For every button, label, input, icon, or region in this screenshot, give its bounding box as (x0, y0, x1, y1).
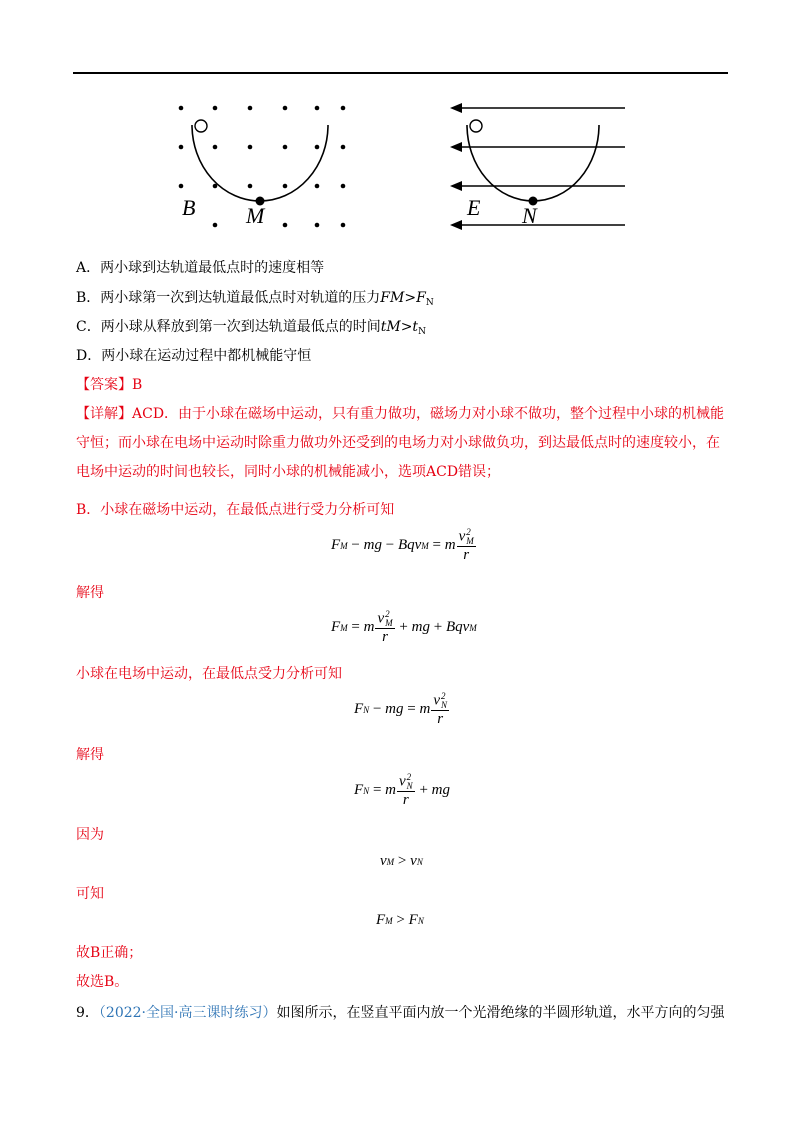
b-correct: 故B正确； (76, 945, 143, 961)
b-intro: B．小球在磁场中运动，在最低点进行受力分析可知 (76, 502, 395, 518)
magnetic-field-figure (165, 95, 355, 235)
option-b: B．两小球第一次到达轨道最低点时对轨道的压力$FM>F_N$ (76, 290, 434, 308)
electric-field-figure (445, 95, 630, 235)
equation-1: F M − mg − Bqv M = m v 2 M r (331, 527, 474, 563)
jiede-2: 解得 (76, 747, 104, 763)
field-label-e: E (467, 195, 481, 220)
kezhi: 可知 (76, 886, 104, 902)
header-rule (73, 72, 728, 74)
yinwei: 因为 (76, 827, 104, 843)
option-d: D．两小球在运动过程中都机械能守恒 (76, 348, 312, 364)
semicircle-track (467, 125, 599, 201)
semicircle-track (192, 125, 328, 201)
point-label-m: M (246, 203, 265, 228)
equation-3: F N − mg = m v 2 N r (354, 691, 447, 727)
option-a: A．两小球到达轨道最低点时的速度相等 (76, 260, 325, 276)
choose: 故选B。 (76, 974, 129, 990)
equation-5: v M > v N (380, 853, 423, 869)
ball (470, 120, 482, 132)
question-number: 9． (76, 1005, 99, 1021)
equation-6: F M > F N (376, 912, 424, 928)
equation-4: F N = m v 2 N r + mg (354, 772, 450, 808)
equation-2: F M = m v 2 M r + mg + Bqv M (331, 609, 477, 645)
answer: 【答案】B (76, 377, 143, 393)
field-label-b: B (182, 195, 196, 220)
jiede-1: 解得 (76, 585, 104, 601)
field-arrowheads (450, 103, 462, 230)
ball (195, 120, 207, 132)
option-c: C．两小球从释放到第一次到达轨道最低点的时间$tM>t_N$ (76, 319, 426, 337)
point-label-n: N (522, 203, 537, 228)
question-text: 如图所示，在竖直平面内放一个光滑绝缘的半圆形轨道，水平方向的匀强 (276, 1005, 725, 1021)
question-source: （2022·全国·高三课时练习） (98, 1005, 277, 1021)
electric-intro: 小球在电场中运动，在最低点受力分析可知 (76, 666, 342, 682)
next-question (76, 1003, 724, 1023)
detail-paragraph: 【详解】ACD．由于小球在磁场中运动，只有重力做功，磁场力对小球不做功，整个过程中小球的机械能守恒；而小球在电场中运动时除重力做功外还受到的电场力对小球做负功，到达最低点时的速度较小，在电场中运动的时间也较长，同时小球的机械能减小，选项ACD错误； (76, 406, 725, 480)
